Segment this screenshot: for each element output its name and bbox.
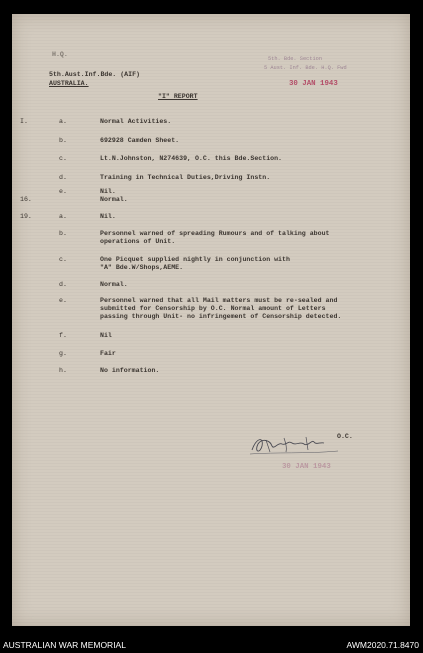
- item-text: Nil.: [100, 213, 116, 220]
- item-num: 19.: [20, 213, 32, 220]
- item-text: One Picquet supplied nightly in conjunction with: [100, 256, 290, 263]
- signature-title: O.C.: [337, 433, 353, 440]
- item-num: 16.: [20, 196, 32, 203]
- item-text: Nil: [100, 332, 112, 339]
- item-letter: b.: [59, 230, 67, 237]
- item-text: "A" Bde.W/Shops,AEME.: [100, 264, 184, 271]
- item-letter: e.: [59, 188, 67, 195]
- item-letter: h.: [59, 367, 67, 374]
- footer-accession-number: AWM2020.71.8470: [346, 640, 419, 650]
- item-letter: e.: [59, 297, 67, 304]
- item-text: Lt.N.Johnston, N274639, O.C. this Bde.Section.: [100, 155, 283, 162]
- item-letter: f.: [59, 332, 67, 339]
- item-letter: d.: [59, 281, 67, 288]
- item-letter: d.: [59, 174, 67, 181]
- item-letter: a.: [59, 118, 67, 125]
- footer-institution: AUSTRALIAN WAR MEMORIAL: [3, 640, 126, 650]
- item-text: Normal Activities.: [100, 118, 172, 125]
- item-text: Personnel warned that all Mail matters must be re-sealed and: [100, 297, 338, 304]
- item-letter: b.: [59, 137, 67, 144]
- header-line-country: AUSTRALIA.: [49, 80, 89, 87]
- stamp-unit-line1: 5th. Bde. Section: [268, 56, 323, 62]
- item-letter: a.: [59, 213, 67, 220]
- item-text: Training in Technical Duties,Driving Instn.: [100, 174, 271, 181]
- item-text: Normal.: [100, 196, 128, 203]
- document-page: [12, 14, 410, 626]
- stamp-unit-line2: 5 Aust. Inf. Bde. H.Q. Fwd: [264, 65, 347, 71]
- item-num: I.: [20, 118, 28, 125]
- handwritten-signature: [246, 430, 346, 458]
- report-title: "I" REPORT: [158, 93, 198, 100]
- item-text: No information.: [100, 367, 160, 374]
- header-line-brigade: 5th.Aust.Inf.Bde. (AIF): [49, 71, 141, 78]
- item-text: Personnel warned of spreading Rumours and of talking about: [100, 230, 330, 237]
- item-text: submitted for Censorship by O.C. Normal amount of Letters: [100, 305, 326, 312]
- item-text: 692928 Camden Sheet.: [100, 137, 180, 144]
- item-text: Normal.: [100, 281, 128, 288]
- header-line-hq: H.Q.: [52, 51, 68, 58]
- item-text: operations of Unit.: [100, 238, 176, 245]
- item-text: Nil.: [100, 188, 116, 195]
- item-text: Fair: [100, 350, 116, 357]
- item-letter: c.: [59, 155, 67, 162]
- stamp-date-bottom: 30 JAN 1943: [282, 463, 331, 471]
- item-text: passing through Unit- no infringement of Censorship detected.: [100, 313, 342, 320]
- stamp-date-top: 30 JAN 1943: [289, 80, 338, 88]
- item-letter: c.: [59, 256, 67, 263]
- item-letter: g.: [59, 350, 67, 357]
